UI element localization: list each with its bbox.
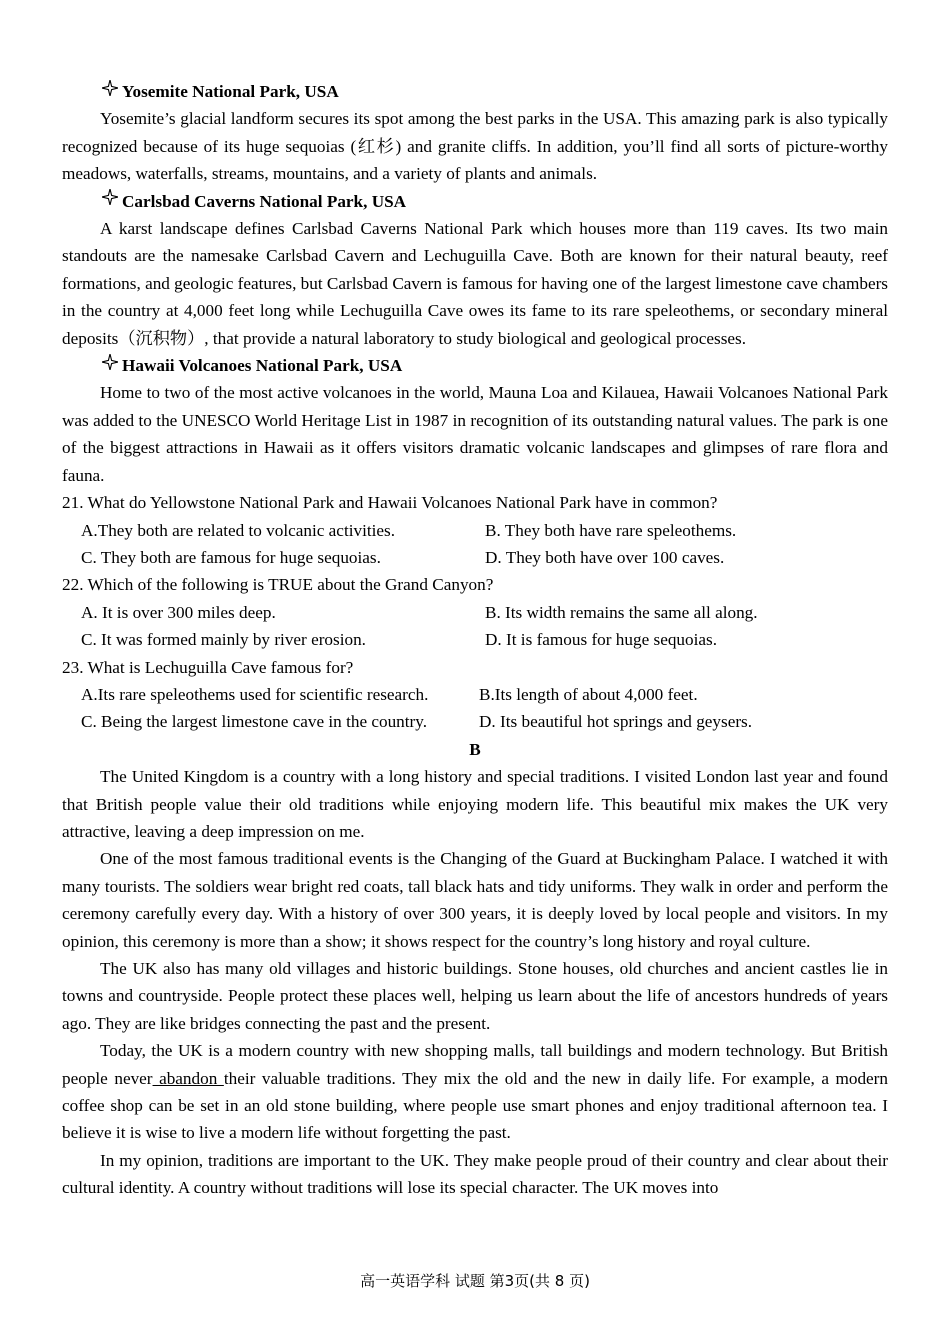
paragraph-b2: One of the most famous traditional events is the Changing of the Guard at Buckingham Palace. I watched it with many tourists. The soldiers wear bright red coats, tall black hats and tidy uniforms. They walk in order and perform the ceremony carefully every day. With a history of over 300 years, it is deeply loved by local people and visitors. In my opinion, this ceremony is more than a show; it shows respect for the country’s long history and royal culture.: [62, 849, 888, 951]
paragraph-hawaii: Home to two of the most active volcanoes in the world, Mauna Loa and Kilauea, Hawaii Volcanoes National Park was added to the UNESCO World Heritage List in 1987 in recognition of its outstanding natural values. The park is one of the biggest attractions in Hawaii as it offers visitors dramatic volcanic landscapes and glimpses of rare flora and fauna.: [62, 383, 888, 485]
four-point-star-icon: [102, 80, 118, 96]
section-title: Carlsbad Caverns National Park, USA: [122, 191, 407, 211]
options-row: [62, 544, 888, 571]
section-b-label: B: [469, 739, 481, 759]
four-point-star-icon: [102, 354, 118, 370]
text-after: their valuable traditions. They mix the old and the new in daily life. For example, a modern coffee shop can be set in an old stone building, where people use smart phones and enjoy traditional afternoon tea. I believe it is wise to live a modern life without forgetting the past.: [62, 1068, 889, 1143]
options-row: [62, 708, 888, 735]
options-row: [62, 626, 888, 653]
option-b: B. They both have rare speleothems.: [485, 520, 737, 540]
option-b: B. Its width remains the same all along.: [485, 602, 758, 622]
page-footer: 高一英语学科 试题 第3页(共 8 页): [360, 1272, 590, 1290]
option-d: D. It is famous for huge sequoias.: [485, 630, 717, 650]
option-c: C. They both are famous for huge sequoias.: [81, 547, 381, 567]
question-21: [62, 489, 888, 571]
option-c: C. Being the largest limestone cave in the country.: [81, 712, 428, 732]
question-stem: 23. What is Lechuguilla Cave famous for?: [62, 657, 354, 677]
paragraph-yosemite: Yosemite’s glacial landform secures its spot among the best parks in the USA. This amazing park is also typically recognized because of its huge sequoias (红杉) and granite cliffs. In addition, you’ll find all sorts of picture-worthy meadows, waterfalls, streams, mountains, and a variety of plants and animals.: [62, 109, 888, 184]
paragraph-b5: In my opinion, traditions are important to the UK. They make people proud of their country and clear about their cultural identity. A country without traditions will lose its special character. The UK moves into: [62, 1150, 888, 1198]
question-stem: 22. Which of the following is TRUE about the Grand Canyon?: [62, 575, 494, 595]
option-a: A.They both are related to volcanic activities.: [81, 520, 396, 540]
options-row: [62, 681, 888, 708]
section-title: Hawaii Volcanoes National Park, USA: [122, 356, 403, 376]
underlined-word: abandon: [152, 1068, 224, 1088]
option-d: D. Its beautiful hot springs and geysers.: [479, 712, 753, 732]
paragraph-b1: The United Kingdom is a country with a long history and special traditions. I visited London last year and found that British people value their old traditions while enjoying modern life. This beautiful mix makes the UK very attractive, leaving a deep impression on me.: [62, 767, 888, 841]
option-c: C. It was formed mainly by river erosion.: [81, 630, 366, 650]
text-before: Today, the UK is a modern country with new shopping malls, tall buildings and modern technology. But British people never: [62, 1041, 888, 1088]
section-heading-hawaii: [62, 352, 888, 379]
options-row: [62, 599, 888, 626]
exam-page: [62, 78, 888, 1202]
question-22: [62, 571, 888, 653]
option-a: A.Its rare speleothems used for scientific research.: [81, 684, 429, 704]
option-a: A. It is over 300 miles deep.: [81, 602, 276, 622]
options-row: [62, 517, 888, 544]
section-heading-carlsbad: [62, 188, 888, 215]
section-title: Yosemite National Park, USA: [122, 82, 339, 101]
section-heading-yosemite: [62, 78, 888, 105]
paragraph-b3: The UK also has many old villages and historic buildings. Stone houses, old churches and ancient castles lie in towns and countryside. People protect these places well, helping us learn about the life of ancestors hundreds of years ago. They are like bridges connecting the past and the present.: [62, 959, 888, 1033]
option-b: B.Its length of about 4,000 feet.: [479, 684, 698, 704]
question-stem: 21. What do Yellowstone National Park and Hawaii Volcanoes National Park have in common?: [62, 493, 718, 513]
paragraph-carlsbad: A karst landscape defines Carlsbad Caverns National Park which houses more than 119 caves. Its two main standouts are the namesake Carlsbad Cavern and Lechuguilla Cave. Both are known for their natural beauty, reef formations, and geologic features, but Carlsbad Cavern is famous for having one of the largest limestone cave chambers in the country at 4,000 feet long while Lechuguilla Cave owes its fame to its rare speleothems, or secondary mineral deposits（沉积物）, that provide a natural laboratory to study biological and geological processes.: [62, 219, 888, 348]
option-d: D. They both have over 100 caves.: [485, 547, 725, 567]
four-point-star-icon: [102, 189, 118, 205]
paragraph-b4: [62, 1037, 888, 1147]
question-23: [62, 654, 888, 736]
